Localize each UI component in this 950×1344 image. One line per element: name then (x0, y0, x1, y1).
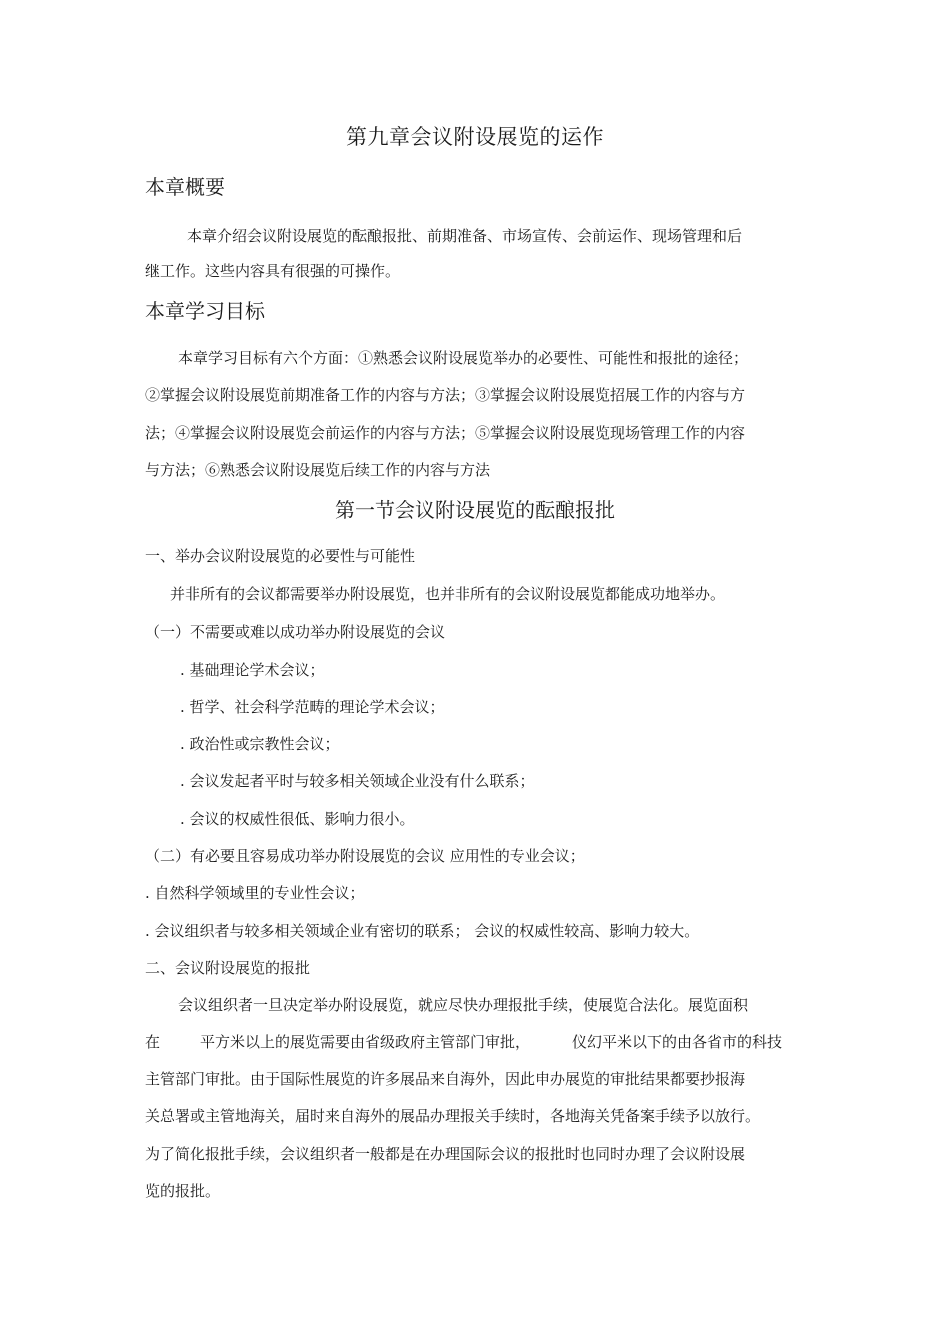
part2-line-4: 关总署或主管地海关，届时来自海外的展品办理报关手续时，各地海关凭备案手续予以放行。 (145, 1107, 761, 1125)
overview-heading: 本章概要 (145, 175, 225, 199)
part2-line-5: 为了简化报批手续，会议组织者一般都是在办理国际会议的报批时也同时办理了会议附设展 (145, 1145, 746, 1163)
overview-line-2: 继工作。这些内容具有很强的可操作。 (145, 262, 401, 280)
sub1-item-1: . 基础理论学术会议； (180, 661, 325, 679)
objectives-heading: 本章学习目标 (145, 299, 265, 323)
objectives-line-2: ②掌握会议附设展览前期准备工作的内容与方法；③掌握会议附设展览招展工作的内容与方 (145, 386, 746, 404)
objectives-line-1: 本章学习目标有六个方面：①熟悉会议附设展览举办的必要性、可能性和报批的途径； (178, 349, 749, 367)
sub2-item-1: . 自然科学领域里的专业性会议； (145, 884, 365, 902)
chapter-title: 第九章会议附设展览的运作 (346, 125, 604, 149)
sub1-item-2: . 哲学、社会科学范畴的理论学术会议； (180, 698, 445, 716)
objectives-line-3: 法；④掌握会议附设展览会前运作的内容与方法；⑤掌握会议附设展览现场管理工作的内容 (145, 424, 746, 442)
sub1-heading: （一）不需要或难以成功举办附设展览的会议 (145, 623, 446, 641)
sub1-item-4: . 会议发起者平时与较多相关领域企业没有什么联系； (180, 772, 535, 790)
part2-line-2b: 平方米以上的展览需要由省级政府主管部门审批， (200, 1033, 531, 1051)
sub1-item-5: . 会议的权威性很低、影响力很小。 (180, 810, 415, 828)
sub2-item-2: . 会议组织者与较多相关领域企业有密切的联系； 会议的权威性较高、影响力较大。 (145, 922, 700, 940)
objectives-line-4: 与方法；⑥熟悉会议附设展览后续工作的内容与方法 (145, 461, 491, 479)
part2-line-3: 主管部门审批。由于国际性展览的许多展品来自海外，因此申办展览的审批结果都要抄报海 (145, 1070, 746, 1088)
part2-line-2c: 仪幻平米以下的由各省市的科技 (572, 1033, 783, 1051)
part2-line-6: 览的报批。 (145, 1182, 221, 1200)
section-title: 第一节会议附设展览的酝酿报批 (335, 498, 615, 522)
sub2-heading: （二）有必要且容易成功举办附设展览的会议 应用性的专业会议； (145, 847, 585, 865)
part2-heading: 二、会议附设展览的报批 (145, 959, 311, 977)
part2-line-2a: 在 (145, 1033, 161, 1051)
part2-line-1: 会议组织者一旦决定举办附设展览，就应尽快办理报批手续，使展览合法化。展览面积 (178, 996, 749, 1014)
part1-heading: 一、举办会议附设展览的必要性与可能性 (145, 547, 416, 565)
part1-intro: 并非所有的会议都需要举办附设展览，也并非所有的会议附设展览都能成功地举办。 (170, 585, 726, 603)
overview-line-1: 本章介绍会议附设展览的酝酿报批、前期准备、市场宣传、会前运作、现场管理和后 (187, 227, 743, 245)
sub1-item-3: . 政治性或宗教性会议； (180, 735, 340, 753)
